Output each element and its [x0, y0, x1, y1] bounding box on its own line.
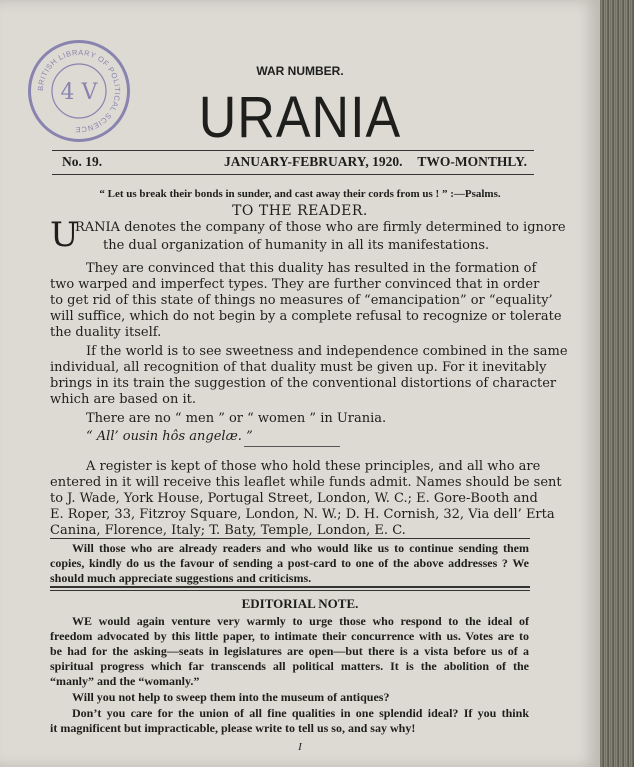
editorial-line: be had for the asking—seats in legislatures are open—but there is a vista before us of a — [50, 644, 529, 658]
issue-line — [62, 154, 527, 170]
editorial-heading: EDITORIAL NOTE. — [241, 596, 359, 611]
reader-line: brings in its train the suggestion of the conventional distortions of character — [50, 376, 557, 391]
register-line: entered in it will receive this leaflet while funds admit. Names should be sent — [50, 475, 562, 490]
editorial-line: Will you not help to sweep them into the museum of antiques? — [72, 690, 390, 704]
appeal-line: Will those who are already readers and who would like us to continue sending them — [72, 541, 529, 555]
register-line: Canina, Florence, Italy; T. Baty, Temple, London, E. C. — [50, 523, 406, 538]
editorial-line: WE would again venture very warmly to urge those who respond to the ideal of — [72, 614, 529, 628]
to-reader-heading: TO THE READER. — [232, 203, 368, 219]
appeal-rule-top — [50, 538, 530, 539]
page-number: I — [298, 741, 302, 753]
editorial-line: Don’t you care for the union of all fine qualities in one splendid ideal? If you think — [72, 706, 529, 720]
register-line: to J. Wade, York House, Portugal Street, London, W. C.; E. Gore-Booth and — [50, 491, 538, 506]
greek-quote: “ All’ ousin hôs angelæ. ” — [86, 429, 253, 444]
register-line: E. Roper, 33, Fitzroy Square, London, N. W.; D. H. Cornish, 32, Via dell’ Erta — [50, 507, 555, 522]
issue-number: No. 19. — [62, 154, 103, 169]
reader-line: will suffice, which do not begin by a complete refusal to recognize or tolerate — [50, 309, 562, 324]
reader-line: which are based on it. — [50, 392, 196, 407]
issue-date: JANUARY-FEBRUARY, 1920. — [224, 154, 403, 169]
reader-line: the dual organization of humanity in all its manifestations. — [103, 238, 490, 253]
reader-line: They are convinced that this duality has resulted in the formation of — [86, 261, 537, 276]
appeal-rule-bottom — [50, 586, 530, 588]
masthead-title: URANIA — [198, 85, 402, 151]
reader-line: RANIA denotes the company of those who are firmly determined to ignore — [75, 220, 566, 235]
svg-text:4 V: 4 V — [60, 80, 98, 105]
epigraph: “ Let us break their bonds in sunder, and cast away their cords from us ! ” :—Psalms. — [99, 188, 501, 200]
issue-frequency: TWO-MONTHLY. — [417, 154, 527, 169]
reader-line: individual, all recognition of that duality must be given up. For it inevitably — [50, 360, 547, 375]
reader-line: the duality itself. — [50, 325, 162, 340]
section-divider — [244, 446, 340, 447]
editorial-line: spiritual progress which far transcends all political matters. It is the abolition of the — [50, 659, 529, 673]
appeal-line: copies, kindly do us the favour of sending a post-card to one of the above addresses ? We — [50, 556, 529, 570]
svg-text:BRITISH LIBRARY OF POLITICAL S: BRITISH LIBRARY OF POLITICAL SCIENCE — [35, 47, 123, 135]
editorial-line: “manly” and the “womanly.” — [50, 674, 200, 688]
appeal-rule-bottom-thin — [50, 590, 530, 591]
editorial-line: it magnificent but impracticable, please write to tell us so, and say why! — [50, 721, 416, 735]
reader-line: There are no “ men ” or “ women ” in Urania. — [86, 411, 387, 426]
appeal-line: should much appreciate suggestions and criticisms. — [50, 571, 312, 585]
war-number-label: WAR NUMBER. — [256, 64, 344, 78]
reader-line: two warped and imperfect types. They are further convinced that in order — [50, 277, 540, 292]
masthead-rule-bottom — [52, 174, 534, 175]
drop-cap: U — [50, 215, 79, 255]
register-line: A register is kept of those who hold these principles, and all who are — [86, 459, 541, 474]
reader-line: to get rid of this state of things no measures of “emancipation” or “equality’ — [50, 293, 553, 308]
book-page-edges — [600, 0, 634, 767]
editorial-line: freedom advocated by this little paper, to intimate their concurrence with us. Votes are to — [50, 629, 529, 643]
masthead-rule-top — [52, 150, 534, 151]
reader-line: If the world is to see sweetness and independence combined in the same — [86, 344, 568, 359]
